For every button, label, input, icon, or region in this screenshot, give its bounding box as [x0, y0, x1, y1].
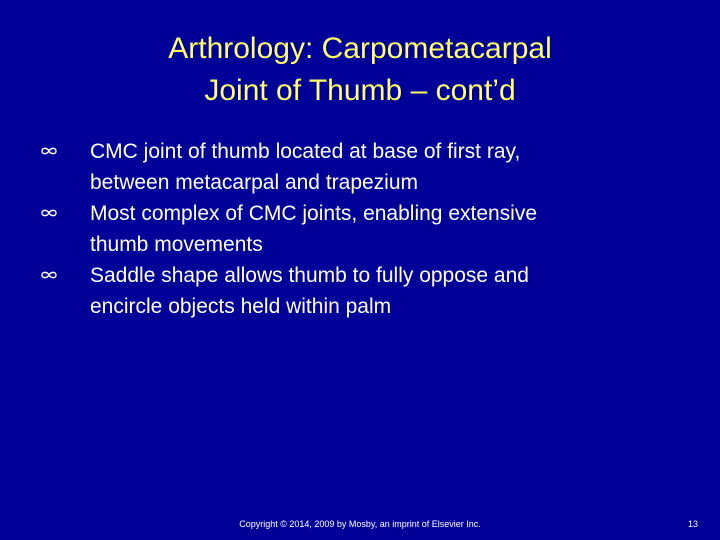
bullet-text-line-1: CMC joint of thumb located at base of first ray, — [90, 140, 521, 163]
bullet-text-line-1: Saddle shape allows thumb to fully oppose and — [90, 264, 529, 287]
infinity-bullet-icon — [40, 207, 58, 219]
bullet-text-line-1: Most complex of CMC joints, enabling extensive — [90, 202, 538, 225]
bullet-item — [40, 198, 680, 260]
bullet-list — [40, 136, 680, 322]
slide-title — [60, 28, 660, 112]
infinity-bullet-icon — [40, 145, 58, 157]
slide-title-line-2: Joint of Thumb – cont’d — [204, 74, 516, 107]
page-number: 13 — [687, 519, 698, 529]
bullet-item — [40, 136, 680, 198]
bullet-text-line-2: thumb movements — [90, 233, 263, 256]
slide-title-line-1: Arthrology: Carpometacarpal — [168, 32, 552, 65]
copyright-footer: Copyright © 2014, 2009 by Mosby, an imprint of Elsevier Inc. — [239, 519, 481, 529]
infinity-bullet-icon — [40, 269, 58, 281]
bullet-item — [40, 260, 680, 322]
bullet-text-line-2: encircle objects held within palm — [90, 295, 392, 318]
bullet-text-line-2: between metacarpal and trapezium — [90, 171, 419, 194]
